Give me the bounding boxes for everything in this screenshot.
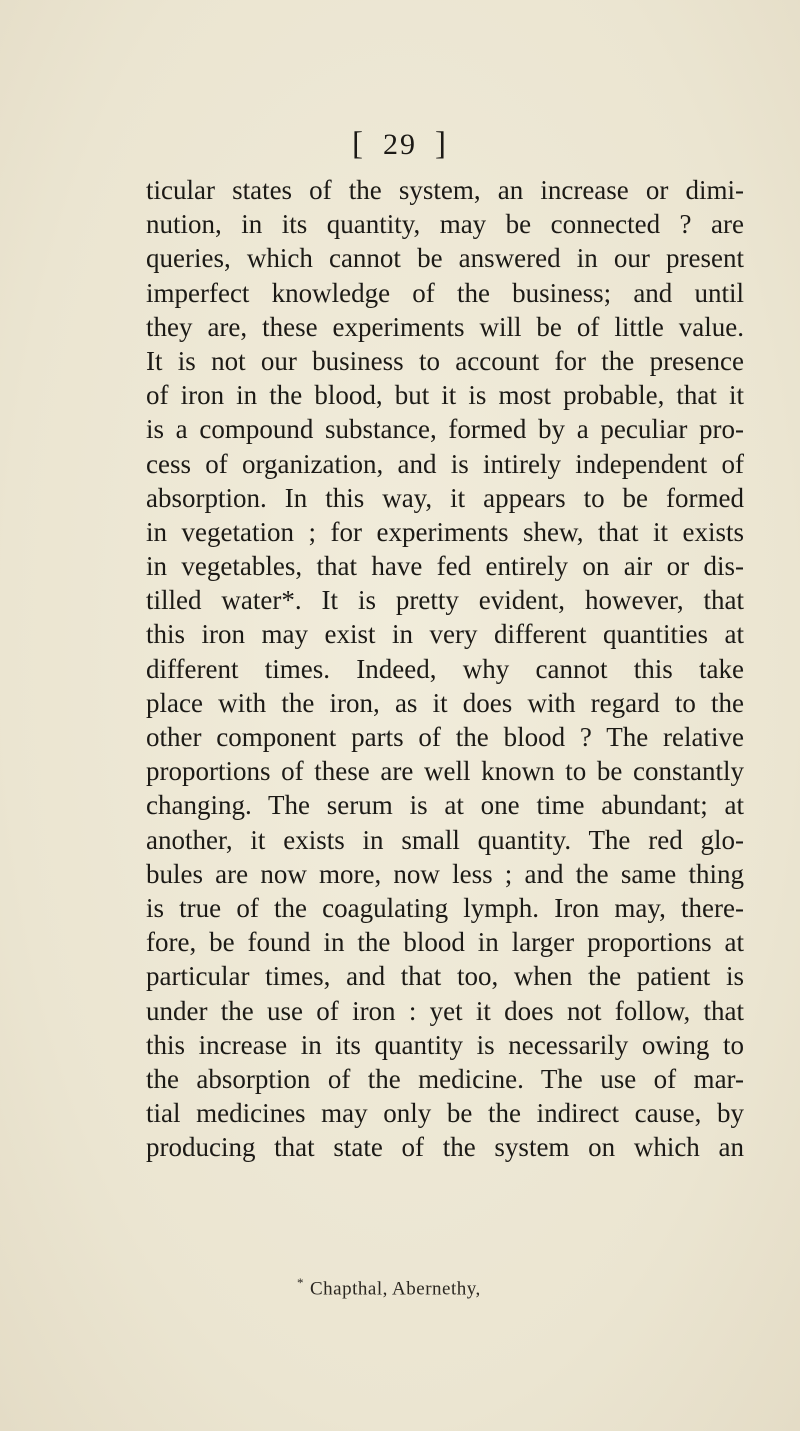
text-line: bules are now more, now less ; and the same thing	[146, 858, 744, 889]
page-header	[0, 128, 800, 161]
text-line: It is not our business to account for the presence	[146, 345, 744, 376]
text-line: proportions of these are well known to be constantly	[146, 756, 744, 787]
text-line: this increase in its quantity is necessarily owing to	[146, 1029, 744, 1060]
header-close-bracket: ]	[435, 126, 448, 162]
text-line: place with the iron, as it does with regard to the	[146, 687, 744, 718]
text-line: queries, which cannot be answered in our present	[146, 243, 744, 274]
text-line: nution, in its quantity, may be connected ? are	[146, 209, 744, 240]
page-number: 29	[383, 128, 417, 161]
text-line: tial medicines may only be the indirect cause, by	[146, 1098, 744, 1129]
text-line: producing that state of the system on which an	[146, 1132, 744, 1163]
text-line: particular times, and that too, when the patient is	[146, 961, 744, 992]
text-line: different times. Indeed, why cannot this take	[146, 653, 744, 684]
text-line: is a compound substance, formed by a peculiar pro-	[146, 414, 744, 445]
text-line: fore, be found in the blood in larger proportions at	[146, 927, 744, 958]
text-line: is true of the coagulating lymph. Iron may, there-	[146, 892, 744, 923]
text-line: tilled water*. It is pretty evident, however, that	[146, 585, 744, 616]
text-line: in vegetation ; for experiments shew, that it exists	[146, 516, 744, 547]
header-open-bracket: [	[352, 126, 365, 162]
text-line: absorption. In this way, it appears to be formed	[146, 482, 744, 513]
text-line: imperfect knowledge of the business; and until	[146, 277, 744, 308]
footnote-marker: *	[297, 1275, 304, 1290]
text-line: this iron may exist in very different quantities at	[146, 619, 744, 650]
text-line: changing. The serum is at one time abundant; at	[146, 790, 744, 821]
text-line: of iron in the blood, but it is most probable, that it	[146, 380, 744, 411]
body-text	[146, 173, 744, 1164]
footnote-text: Chapthal, Abernethy,	[310, 1278, 481, 1300]
footnote	[297, 1275, 481, 1300]
text-line: other component parts of the blood ? The relative	[146, 722, 744, 752]
text-line: ticular states of the system, an increase or dimi-	[146, 175, 744, 205]
text-line: under the use of iron : yet it does not follow, that	[146, 995, 744, 1026]
text-line: the absorption of the medicine. The use of mar-	[146, 1063, 744, 1094]
text-line: in vegetables, that have fed entirely on air or dis-	[146, 551, 744, 582]
text-line: cess of organization, and is intirely independent of	[146, 448, 744, 479]
text-line: another, it exists in small quantity. The red glo-	[146, 824, 744, 855]
text-line: they are, these experiments will be of little value.	[146, 311, 744, 342]
